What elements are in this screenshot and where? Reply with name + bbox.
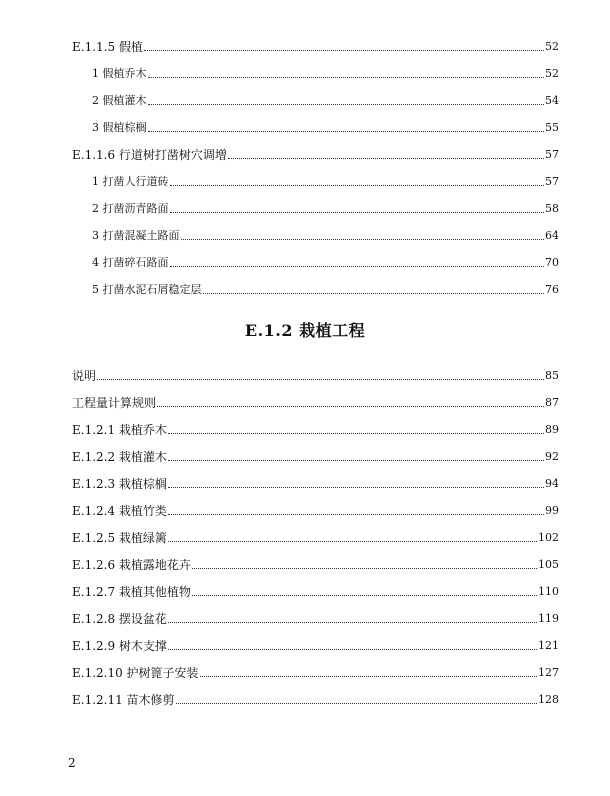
- toc-leader-dots: [170, 212, 545, 213]
- toc-leader-dots: [168, 649, 537, 650]
- toc-subentry[interactable]: [92, 171, 559, 189]
- toc-entry-page: 110: [538, 585, 559, 598]
- toc-entry-page: 85: [545, 369, 559, 382]
- toc-leader-dots: [170, 266, 545, 267]
- toc-leader-dots: [192, 595, 537, 596]
- toc-entry-label: E.1.2.10 护树篦子安装: [72, 666, 199, 680]
- toc-entry-page: 127: [538, 666, 559, 679]
- toc-leader-dots: [203, 293, 545, 294]
- toc-entry-page: 52: [545, 40, 559, 53]
- toc-entry-page: 54: [545, 94, 559, 107]
- toc-entry-label: 5 打凿水泥石屑稳定层: [92, 283, 202, 296]
- toc-leader-dots: [170, 185, 545, 186]
- toc-leader-dots: [228, 158, 544, 159]
- toc-entry-page: 128: [538, 693, 559, 706]
- toc-entry-label: 工程量计算规则: [72, 396, 157, 410]
- toc-entry-label: 3 打凿混凝土路面: [92, 229, 180, 242]
- toc-subentry[interactable]: [92, 90, 559, 108]
- toc-entry-label: 1 假植乔木: [92, 67, 147, 80]
- toc-entry-page: 119: [538, 612, 559, 625]
- section-heading: E.1.2 栽植工程: [244, 321, 366, 340]
- toc-entry-label: E.1.2.7 栽植其他植物: [72, 585, 191, 599]
- toc-entry[interactable]: [72, 689, 559, 707]
- toc-entry[interactable]: [72, 635, 559, 653]
- toc-entry[interactable]: [72, 662, 559, 680]
- toc-entry[interactable]: [72, 500, 559, 518]
- toc-leader-dots: [168, 622, 537, 623]
- toc-entry-label: 3 假植棕榈: [92, 121, 147, 134]
- toc-entry-page: 64: [545, 229, 559, 242]
- toc-leader-dots: [168, 487, 544, 488]
- toc-entry-label: E.1.2.4 栽植竹类: [72, 504, 167, 518]
- toc-entry-label: E.1.2.2 栽植灌木: [72, 450, 167, 464]
- toc-entry[interactable]: [72, 419, 559, 437]
- toc-entry[interactable]: [72, 554, 559, 572]
- toc-leader-dots: [200, 676, 537, 677]
- toc-entry-label: 1 打凿人行道砖: [92, 175, 169, 188]
- toc-entry-label: E.1.2.8 摆设盆花: [72, 612, 167, 626]
- toc-entry-label: E.1.1.5 假植: [72, 40, 143, 54]
- toc-entry-page: 121: [538, 639, 559, 652]
- toc-entry[interactable]: [72, 581, 559, 599]
- toc-leader-dots: [168, 433, 544, 434]
- toc-entry-page: 102: [538, 531, 559, 544]
- toc-leader-dots: [168, 514, 544, 515]
- toc-entry-page: 99: [545, 504, 559, 517]
- toc-leader-dots: [176, 703, 537, 704]
- toc-entry-page: 89: [545, 423, 559, 436]
- toc-leader-dots: [148, 104, 545, 105]
- toc-entry-label: E.1.2.5 栽植绿篱: [72, 531, 167, 545]
- toc-entry-page: 92: [545, 450, 559, 463]
- toc-leader-dots: [144, 50, 544, 51]
- toc-entry-page: 55: [545, 121, 559, 134]
- toc-entry-label: 说明: [72, 369, 97, 383]
- toc-entry-page: 57: [545, 148, 559, 161]
- toc-leader-dots: [168, 460, 544, 461]
- toc-entry[interactable]: [72, 608, 559, 626]
- toc-leader-dots: [157, 406, 544, 407]
- toc-entry[interactable]: [72, 527, 559, 545]
- toc-entry-label: 2 假植灌木: [92, 94, 147, 107]
- toc-entry-explanation[interactable]: [72, 365, 559, 383]
- toc-leader-dots: [181, 239, 545, 240]
- toc-entry-label: E.1.1.6 行道树打凿树穴调增: [72, 148, 227, 162]
- toc-leader-dots: [168, 541, 537, 542]
- toc-subentry[interactable]: [92, 252, 559, 270]
- toc-entry-page: 57: [545, 175, 559, 188]
- toc-entry[interactable]: [72, 473, 559, 491]
- toc-subentry[interactable]: [92, 63, 559, 81]
- toc-entry-label: E.1.2.6 栽植露地花卉: [72, 558, 191, 572]
- toc-leader-dots: [97, 379, 544, 380]
- toc-leader-dots: [192, 568, 537, 569]
- toc-subentry[interactable]: [92, 117, 559, 135]
- toc-subentry[interactable]: [92, 225, 559, 243]
- toc-entry-page: 76: [545, 283, 559, 296]
- toc-entry-label: 4 打凿碎石路面: [92, 256, 169, 269]
- toc-leader-dots: [148, 131, 545, 132]
- toc-entry-rules[interactable]: [72, 392, 559, 410]
- page-number: 2: [68, 756, 76, 770]
- toc-entry-e1-1-6[interactable]: [72, 144, 559, 162]
- toc-entry-label: E.1.2.9 树木支撑: [72, 639, 167, 653]
- toc-leader-dots: [148, 77, 545, 78]
- toc-entry-label: E.1.2.1 栽植乔木: [72, 423, 167, 437]
- toc-entry-page: 52: [545, 67, 559, 80]
- toc-entry-page: 70: [545, 256, 559, 269]
- toc-entry-label: E.1.2.11 苗木修剪: [72, 693, 175, 707]
- toc-subentry[interactable]: [92, 279, 559, 297]
- toc-entry-label: E.1.2.3 栽植棕榈: [72, 477, 167, 491]
- toc-entry-page: 58: [545, 202, 559, 215]
- toc-entry-page: 105: [538, 558, 559, 571]
- toc-subentry[interactable]: [92, 198, 559, 216]
- toc-entry-e1-1-5[interactable]: [72, 36, 559, 54]
- toc-entry[interactable]: [72, 446, 559, 464]
- toc-entry-label: 2 打凿沥青路面: [92, 202, 169, 215]
- toc-entry-page: 94: [545, 477, 559, 490]
- toc-entry-page: 87: [545, 396, 559, 409]
